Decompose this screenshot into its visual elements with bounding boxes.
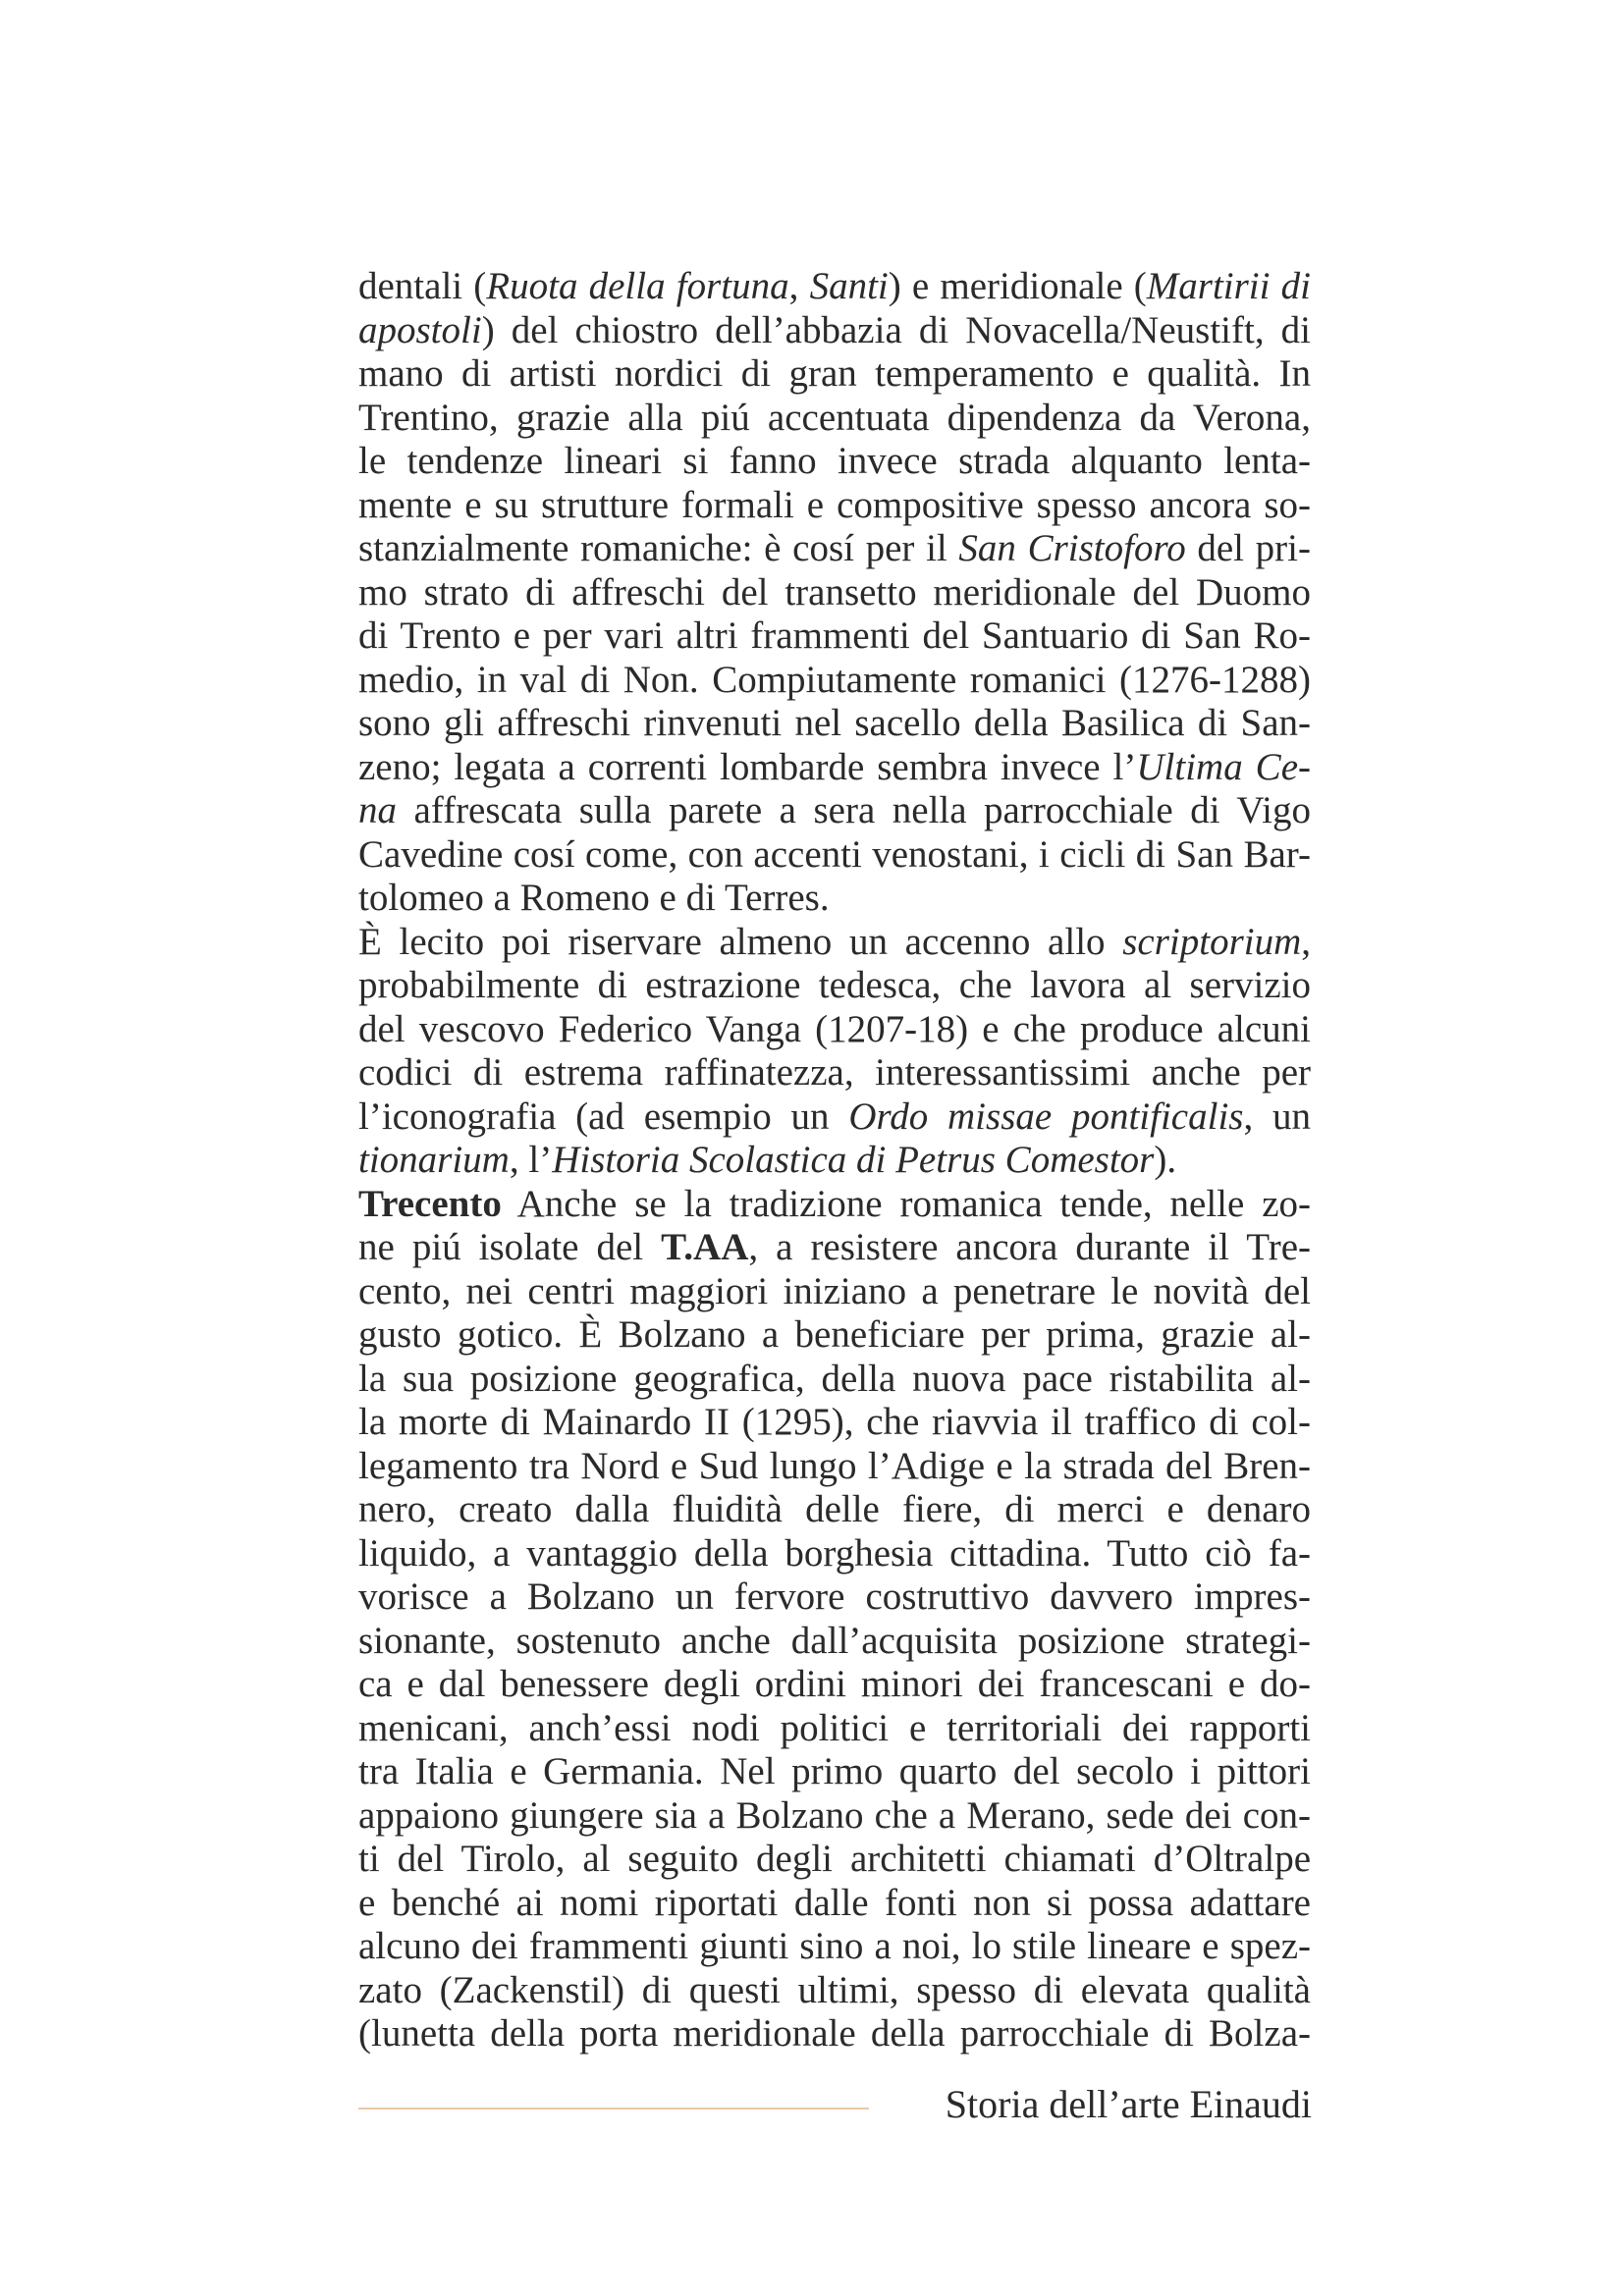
bold-term: Trecento — [358, 1182, 502, 1225]
italic-title: Ultima Ce- — [1136, 745, 1311, 788]
text-segment: probabilmente di estrazione tedesca, che lavora al servizio — [358, 964, 1311, 1006]
italic-title: Ordo missae pontificalis — [848, 1095, 1244, 1138]
text-line — [358, 1663, 1311, 1707]
text-line — [358, 1620, 1311, 1664]
text-segment: di Trento e per vari altri frammenti del Santuario di San Ro- — [358, 614, 1311, 657]
text-line — [358, 1794, 1311, 1839]
text-line — [358, 1095, 1311, 1140]
text-segment: , a resistere ancora durante il Tre- — [748, 1226, 1311, 1268]
text-line — [358, 1838, 1311, 1882]
italic-title: Santi — [809, 265, 889, 307]
text-line — [358, 1270, 1311, 1314]
text-segment: e benché ai nomi riportati dalle fonti non si possa adattare — [358, 1881, 1311, 1924]
text-segment: zeno; legata a correnti lombarde sembra invece l’ — [358, 745, 1137, 788]
italic-title: scriptorium — [1122, 920, 1302, 963]
text-segment: mo strato di affreschi del transetto meridionale del Duomo — [358, 570, 1311, 614]
text-line — [358, 659, 1311, 703]
text-line — [358, 1925, 1311, 1969]
text-segment: stanzialmente romaniche: è cosí per il — [358, 527, 959, 569]
text-line — [358, 1532, 1311, 1576]
text-line — [358, 1358, 1311, 1402]
text-segment: (lunetta della porta meridionale della parrocchiale di Bolza- — [358, 2012, 1311, 2055]
text-line — [358, 484, 1311, 528]
text-line — [358, 1051, 1311, 1095]
text-line — [358, 877, 1311, 921]
italic-title: na — [358, 789, 397, 831]
text-segment: mano di artisti nordici di gran temperamento e qualità. In — [358, 352, 1311, 395]
text-segment: del pri- — [1185, 527, 1311, 569]
italic-title: Historia Scolastica di Petrus Comestor — [552, 1139, 1155, 1181]
text-segment: alcuno dei frammenti giunti sino a noi, lo stile lineare e spez- — [358, 1925, 1311, 1967]
text-segment: menicani, anch’essi nodi politici e territoriali dei rapporti — [358, 1706, 1311, 1749]
text-segment: nero, creato dalla fluidità delle fiere, di merci e denaro — [358, 1488, 1311, 1530]
text-segment: , l’ — [509, 1139, 553, 1181]
text-segment: ne piú isolate del — [358, 1226, 662, 1268]
text-line — [358, 1008, 1311, 1052]
text-line — [358, 789, 1311, 833]
text-line — [358, 1183, 1311, 1227]
text-line — [358, 1488, 1311, 1532]
footer-title: Storia dell’arte Einaudi — [945, 2082, 1312, 2126]
text-line — [358, 571, 1311, 615]
text-line — [358, 1969, 1311, 2013]
text-line — [358, 702, 1311, 746]
text-segment: cento, nei centri maggiori iniziano a penetrare le novità del — [358, 1269, 1311, 1312]
text-segment: le tendenze lineari si fanno invece strada alquanto lenta- — [358, 440, 1311, 482]
footer-rule — [358, 2108, 869, 2109]
text-line — [358, 1575, 1311, 1620]
text-segment: vorisce a Bolzano un fervore costruttivo davvero impres- — [358, 1575, 1311, 1618]
text-segment: mente e su strutture formali e compositive spesso ancora so- — [358, 483, 1311, 526]
text-segment: , — [1301, 920, 1311, 963]
text-segment: dentali ( — [358, 265, 487, 307]
text-segment: , — [788, 265, 810, 307]
text-segment: la sua posizione geografica, della nuova pace ristabilita al- — [358, 1357, 1311, 1400]
italic-title: apostoli — [358, 308, 482, 351]
text-segment: Cavedine cosí come, con accenti venostani, i cicli di San Bar- — [358, 832, 1311, 876]
text-segment: tolomeo a Romeno e di Terres. — [358, 877, 830, 919]
text-line — [358, 1707, 1311, 1751]
bold-term: T.AA — [661, 1226, 749, 1268]
text-line — [358, 309, 1311, 353]
text-line — [358, 1882, 1311, 1926]
text-line — [358, 614, 1311, 659]
text-line — [358, 265, 1311, 309]
text-line — [358, 746, 1311, 790]
text-segment: ) e meridionale ( — [888, 265, 1147, 307]
text-segment: ). — [1154, 1139, 1177, 1181]
text-segment: sionante, sostenuto anche dall’acquisita posizione strategi- — [358, 1619, 1311, 1662]
text-segment: Trentino, grazie alla piú accentuata dipendenza da Verona, — [358, 396, 1311, 439]
text-segment: l’iconografia (ad esempio un — [358, 1095, 849, 1138]
text-segment: medio, in val di Non. Compiutamente romanici (1276-1288) — [358, 658, 1311, 701]
italic-title: tionarium — [358, 1139, 510, 1181]
text-segment: del vescovo Federico Vanga (1207-18) e che produce alcuni — [358, 1007, 1311, 1050]
text-line — [358, 2012, 1311, 2056]
text-segment: affrescata sulla parete a sera nella parrocchiale di Vigo — [397, 789, 1311, 831]
text-segment: liquido, a vantaggio della borghesia cittadina. Tutto ciò fa- — [358, 1531, 1311, 1575]
text-line — [358, 1139, 1311, 1183]
body-text — [358, 265, 1311, 2056]
text-segment: zato (Zackenstil) di questi ultimi, spesso di elevata qualità — [358, 1968, 1311, 2011]
text-line — [358, 1401, 1311, 1445]
text-segment: ca e dal benessere degli ordini minori dei francescani e do- — [358, 1663, 1311, 1705]
text-segment: Anche se la tradizione romanica tende, nelle zo- — [501, 1182, 1311, 1225]
text-line — [358, 1313, 1311, 1358]
text-segment: gusto gotico. È Bolzano a beneficiare per prima, grazie al- — [358, 1313, 1311, 1356]
text-line — [358, 352, 1311, 397]
text-segment: codici di estrema raffinatezza, interessantissimi anche per — [358, 1051, 1311, 1094]
text-segment: , un — [1243, 1095, 1311, 1138]
text-segment: sono gli affreschi rinvenuti nel sacello della Basilica di San- — [358, 702, 1311, 744]
text-segment: ) del chiostro dell’abbazia di Novacella/Neustift, di — [481, 308, 1311, 351]
text-segment: legamento tra Nord e Sud lungo l’Adige e la strada del Bren- — [358, 1444, 1311, 1487]
text-line — [358, 527, 1311, 571]
text-line — [358, 833, 1311, 878]
text-line — [358, 964, 1311, 1008]
text-segment: la morte di Mainardo II (1295), che riavvia il traffico di col- — [358, 1401, 1311, 1443]
italic-title: Ruota della fortuna — [486, 265, 789, 307]
text-line — [358, 1445, 1311, 1489]
text-line — [358, 921, 1311, 965]
text-segment: È lecito poi riservare almeno un accenno allo — [358, 920, 1123, 963]
text-line — [358, 440, 1311, 484]
italic-title: Martirii di — [1146, 265, 1311, 307]
text-line — [358, 1750, 1311, 1794]
text-segment: ti del Tirolo, al seguito degli architetti chiamati d’Oltralpe — [358, 1838, 1311, 1880]
text-segment: appaiono giungere sia a Bolzano che a Merano, sede dei con- — [358, 1793, 1311, 1837]
text-segment: tra Italia e Germania. Nel primo quarto del secolo i pittori — [358, 1750, 1311, 1792]
text-line — [358, 1226, 1311, 1270]
text-line — [358, 397, 1311, 441]
italic-title: San Cristoforo — [958, 527, 1186, 569]
